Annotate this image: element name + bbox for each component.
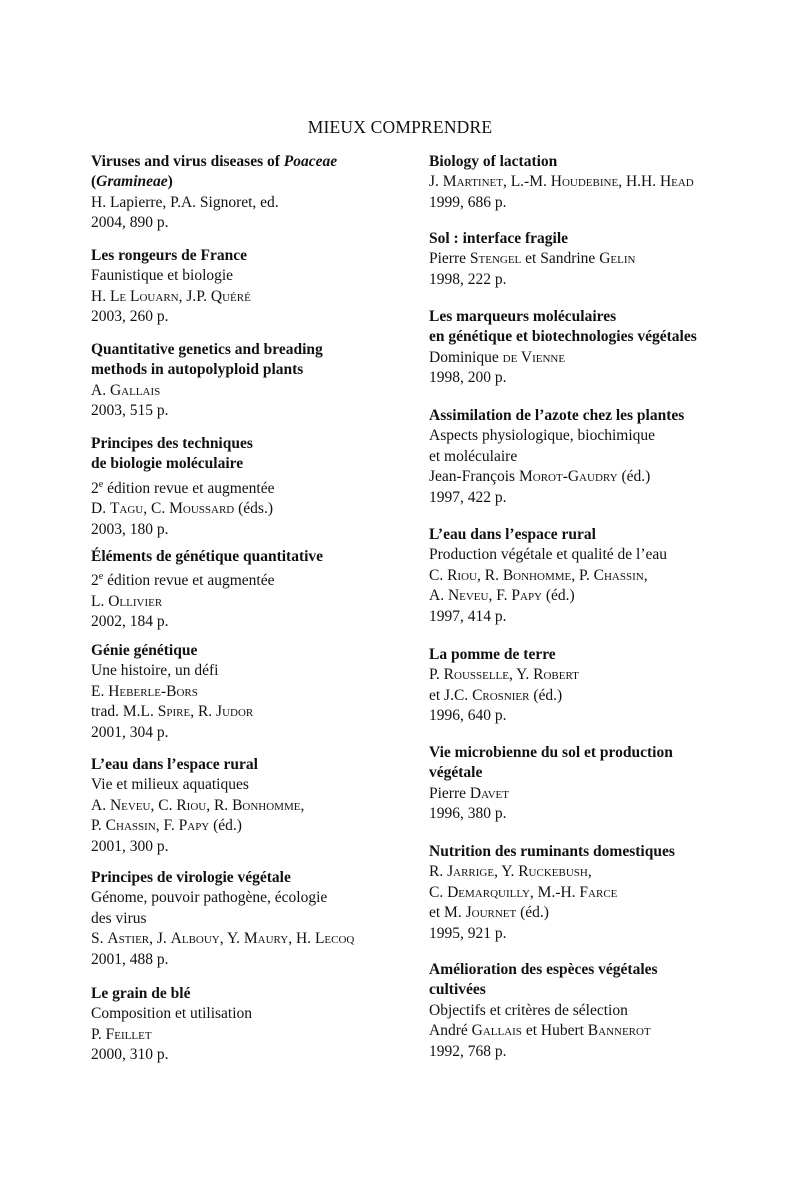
book-authors: Dominique de Vienne [429, 348, 566, 366]
book-title: La pomme de terre [429, 646, 556, 663]
book-subtitle: Composition et utilisation [91, 1005, 253, 1023]
book-publication: 2003, 180 p. [91, 520, 169, 538]
book-title-continued: en génétique et biotechnologies végétales [429, 328, 697, 346]
book-authors: H. Le Louarn, J.P. Quéré [91, 287, 251, 305]
book-publication: 1998, 200 p. [429, 369, 507, 387]
book-publication: 2000, 310 p. [91, 1046, 169, 1064]
book-title-continued: de biologie moléculaire [91, 455, 244, 473]
book-entry [91, 641, 253, 743]
book-subtitle: Faunistique et biologie [91, 267, 234, 285]
book-publication: 2004, 890 p. [91, 214, 169, 232]
book-publication: 1995, 921 p. [429, 924, 507, 942]
book-authors: H. Lapierre, P.A. Signoret, ed. [91, 193, 279, 211]
book-entry [429, 229, 635, 290]
book-publication: 1992, 768 p. [429, 1042, 507, 1060]
book-entry [91, 246, 251, 328]
book-publication: 2001, 488 p. [91, 950, 169, 968]
book-title: Nutrition des ruminants domestiques [429, 843, 675, 860]
book-title: Éléments de génétique quantitative [91, 548, 324, 565]
book-title: Assimilation de l’azote chez les plantes [429, 407, 685, 424]
book-subtitle: Production végétale et qualité de l’eau [429, 546, 668, 564]
book-translators: trad. M.L. Spire, R. Judor [91, 703, 254, 721]
book-authors: Jean-François Morot-Gaudry (éd.) [429, 468, 651, 486]
book-authors: J. Martinet, L.-M. Houdebine, H.H. Head [429, 173, 694, 191]
book-title: L’eau dans l’espace rural [91, 756, 258, 773]
book-publication: 2001, 300 p. [91, 837, 169, 855]
book-title: Vie microbienne du sol et production [429, 744, 673, 761]
book-publication: 2001, 304 p. [91, 723, 169, 741]
book-subtitle-continued: et moléculaire [429, 447, 518, 465]
book-publication: 2003, 260 p. [91, 308, 169, 326]
book-title: Biology of lactation [429, 153, 558, 170]
book-entry [91, 434, 275, 540]
book-entry [91, 755, 304, 857]
book-authors: Pierre Stengel et Sandrine Gelin [429, 250, 636, 268]
book-title: Le grain de blé [91, 985, 191, 1002]
book-title-continued: methods in autopolyploid plants [91, 361, 304, 379]
book-authors: C. Riou, R. Bonhomme, P. Chassin, [429, 566, 648, 584]
book-entry [91, 152, 337, 234]
book-publication: 2002, 184 p. [91, 613, 169, 631]
book-title: Les marqueurs moléculaires [429, 308, 617, 325]
book-publication: 1996, 640 p. [429, 707, 507, 725]
book-subtitle: Génome, pouvoir pathogène, écologie [91, 889, 328, 907]
book-title: Viruses and virus diseases of Poaceae [91, 153, 338, 170]
book-publication: 1999, 686 p. [429, 193, 507, 211]
book-authors: Pierre Davet [429, 784, 509, 802]
book-subtitle: Une histoire, un défi [91, 662, 219, 680]
book-authors: P. Feillet [91, 1025, 152, 1043]
book-authors: S. Astier, J. Albouy, Y. Maury, H. Lecoq [91, 930, 355, 948]
book-entry [429, 406, 684, 508]
book-title: Les rongeurs de France [91, 247, 247, 264]
book-title: Génie génétique [91, 642, 198, 659]
book-entry [429, 525, 667, 627]
book-title: L’eau dans l’espace rural [429, 526, 596, 543]
book-entry [429, 645, 579, 727]
book-authors-continued: C. Demarquilly, M.-H. Farce [429, 883, 618, 901]
book-title: Sol : interface fragile [429, 230, 569, 247]
book-title-continued: cultivées [429, 981, 486, 999]
book-authors: E. Heberle-Bors [91, 682, 198, 700]
book-edition: 2e édition revue et augmentée [91, 478, 275, 497]
book-publication: 1998, 222 p. [429, 270, 507, 288]
book-entry [91, 984, 252, 1066]
book-entry [429, 152, 694, 213]
book-subtitle: Aspects physiologique, biochimique [429, 427, 656, 445]
book-title-continued: (Gramineae) [91, 173, 173, 191]
book-subtitle: Objectifs et critères de sélection [429, 1001, 628, 1019]
book-authors: P. Rousselle, Y. Robert [429, 666, 579, 684]
book-authors: André Gallais et Hubert Bannerot [429, 1022, 651, 1040]
book-entry [429, 842, 675, 944]
book-edition: 2e édition revue et augmentée [91, 571, 275, 590]
book-authors-continued: A. Neveu, F. Papy (éd.) [429, 587, 575, 605]
book-title: Amélioration des espèces végétales [429, 961, 658, 978]
book-entry [429, 307, 697, 389]
page-title: MIEUX COMPRENDRE [307, 117, 493, 137]
book-publication: 1996, 380 p. [429, 805, 507, 823]
book-authors-continued: P. Chassin, F. Papy (éd.) [91, 817, 242, 835]
book-authors-continued: et M. Journet (éd.) [429, 904, 549, 922]
book-title: Principes de virologie végétale [91, 869, 291, 886]
book-authors-continued: et J.C. Crosnier (éd.) [429, 686, 563, 704]
book-publication: 1997, 414 p. [429, 607, 507, 625]
book-entry [91, 340, 323, 422]
book-entry [429, 960, 658, 1062]
book-entry [91, 547, 323, 633]
book-authors: R. Jarrige, Y. Ruckebush, [429, 863, 592, 881]
book-title: Principes des techniques [91, 435, 253, 452]
book-title-continued: végétale [429, 764, 483, 782]
book-publication: 1997, 422 p. [429, 488, 507, 506]
book-entry [429, 743, 673, 825]
book-authors: A. Gallais [91, 381, 161, 399]
book-authors: A. Neveu, C. Riou, R. Bonhomme, [91, 796, 305, 814]
book-subtitle: Vie et milieux aquatiques [91, 776, 249, 794]
book-subtitle-continued: des virus [91, 909, 147, 927]
book-entry [91, 868, 354, 970]
book-authors: D. Tagu, C. Moussard (éds.) [91, 500, 273, 518]
book-title: Quantitative genetics and breading [91, 341, 323, 358]
book-publication: 2003, 515 p. [91, 402, 169, 420]
book-authors: L. Ollivier [91, 592, 163, 610]
